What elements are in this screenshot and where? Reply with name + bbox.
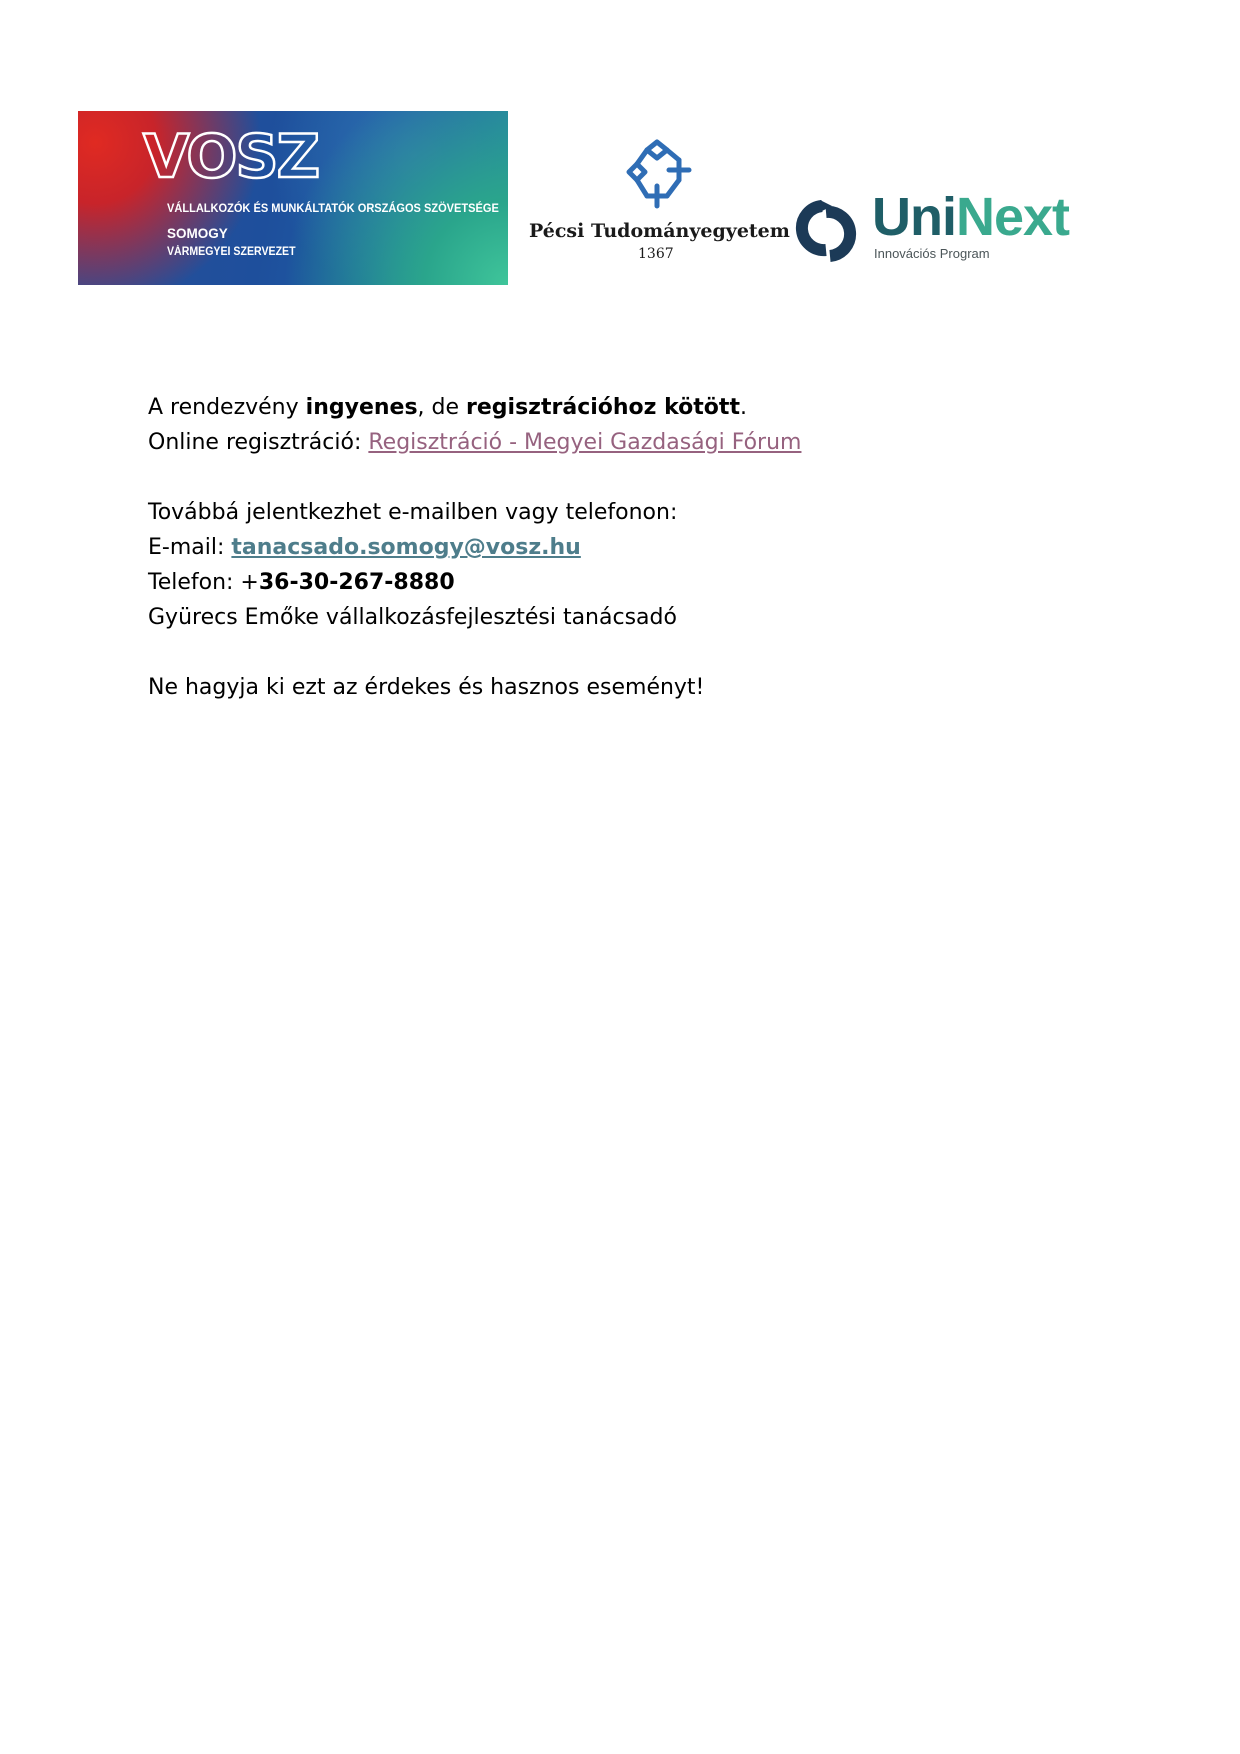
email-label: E-mail: (148, 535, 232, 560)
event-info (148, 390, 1128, 705)
contact-person: Gyürecs Emőke vállalkozásfejlesztési tanácsadó (148, 605, 677, 630)
uninext-name (872, 187, 1070, 247)
registration-link[interactable]: Regisztráció - Megyei Gazdasági Fórum (368, 430, 802, 455)
uninext-name-next: Next (956, 187, 1070, 247)
vosz-full-name: VÁLLALKOZÓK ÉS MUNKÁLTATÓK ORSZÁGOS SZÖVETSÉGE (167, 201, 499, 215)
registration-required-emphasis: regisztrációhoz kötött (466, 395, 740, 420)
phone-number: 36-30-267-8880 (258, 570, 455, 595)
pte-name: Pécsi Tudományegyetem (529, 220, 790, 242)
email-link[interactable]: tanacsado.somogy@vosz.hu (231, 535, 581, 560)
text-segment: , de (417, 395, 467, 420)
free-emphasis: ingyenes (305, 395, 418, 420)
phone-label: Telefon: + (148, 570, 259, 595)
uninext-mark-icon (792, 200, 860, 262)
free-event-note (148, 390, 1128, 425)
contact-intro: Továbbá jelentkezhet e-mailben vagy telefonon: (148, 500, 678, 525)
spacer (148, 635, 1128, 670)
online-registration-line (148, 425, 1128, 460)
closing-line: Ne hagyja ki ezt az érdekes és hasznos eseményt! (148, 675, 705, 700)
vosz-county: SOMOGY (167, 226, 228, 241)
text-segment: A rendezvény (148, 395, 306, 420)
spacer (148, 460, 1128, 495)
uninext-subtitle: Innovációs Program (874, 246, 990, 261)
phone-line (148, 565, 1128, 600)
vosz-wordmark: VOSZ (143, 122, 319, 192)
pte-founding-year: 1367 (638, 246, 674, 262)
pte-emblem-icon (621, 138, 693, 210)
online-registration-label: Online regisztráció: (148, 430, 369, 455)
vosz-organization: VÁRMEGYEI SZERVEZET (167, 246, 296, 258)
text-segment: . (739, 395, 747, 420)
email-line (148, 530, 1128, 565)
uninext-name-uni: Uni (872, 187, 956, 247)
vosz-logo (78, 111, 508, 285)
